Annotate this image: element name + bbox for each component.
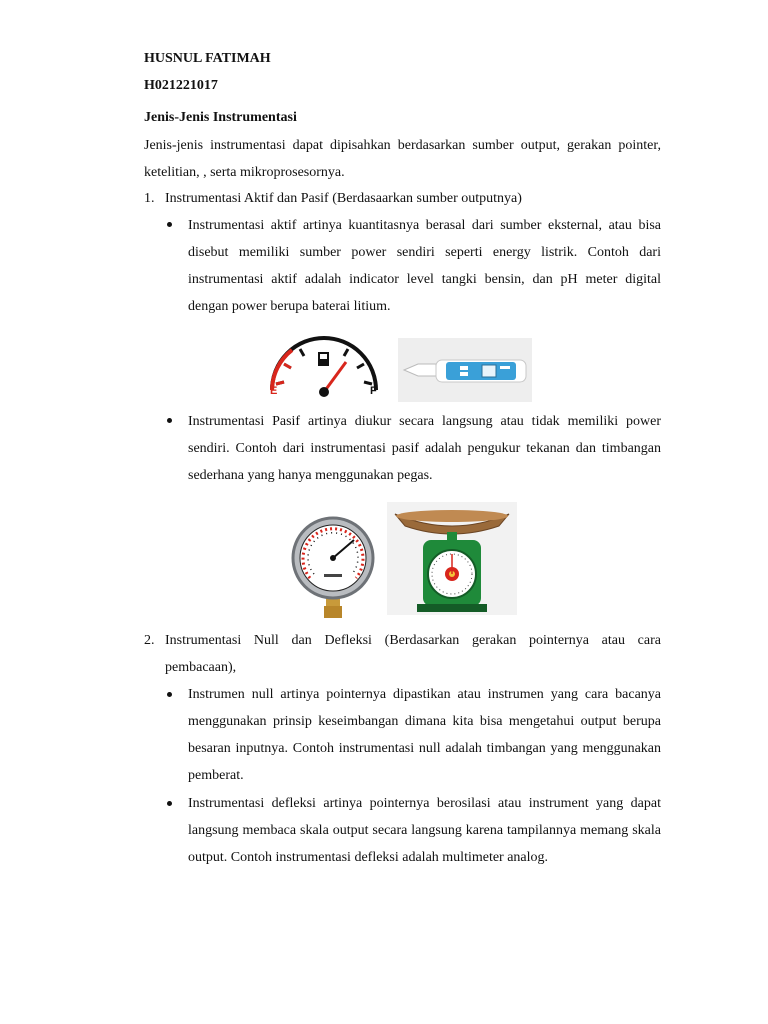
intro-paragraph: Jenis-jenis instrumentasi dapat dipisahkan berdasarkan sumber output, gerakan pointer, ketelitian, , serta mikroprosesornya. xyxy=(144,138,661,180)
item-title: Instrumentasi Aktif dan Pasif (Berdasaarkan sumber outputnya) xyxy=(165,191,522,206)
pressure-gauge-icon xyxy=(290,512,376,620)
student-id: H021221017 xyxy=(144,78,218,93)
item-title: Instrumentasi Null dan Defleksi (Berdasarkan gerakan pointernya atau cara pembacaan), xyxy=(165,633,661,675)
ph-meter-icon xyxy=(398,338,532,402)
fuel-gauge-image xyxy=(262,332,386,404)
spring-scale-image xyxy=(387,502,517,615)
bullet-marker xyxy=(167,801,172,806)
bullet-text: Instrumen null artinya pointernya dipastikan atau instrumen yang cara bacanya menggunakan prinsip keseimbangan dimana kita bisa mengetahui output berupa besaran inputnya. Contoh instrumentasi null adalah timbangan yang menggunakan pemberat. xyxy=(188,687,661,783)
item-number: 1. xyxy=(144,191,155,206)
pressure-gauge-image xyxy=(290,512,376,620)
bullet-text: Instrumentasi defleksi artinya pointernya berosilasi atau instrument yang dapat langsung membaca skala output secara langsung karena tampilannya memang skala output. Contoh instrumentasi defleksi adalah multimeter analog. xyxy=(188,796,661,865)
author-name: HUSNUL FATIMAH xyxy=(144,51,271,66)
bullet-marker xyxy=(167,222,172,227)
bullet-marker xyxy=(167,418,172,423)
spring-scale-icon xyxy=(387,502,517,615)
fuel-gauge-icon xyxy=(262,332,386,404)
bullet-text: Instrumentasi aktif artinya kuantitasnya berasal dari sumber eksternal, atau bisa disebut memiliki sumber power sendiri seperti energy listrik. Contoh dari instrumentasi aktif adalah indicator level tangki bensin, dan pH meter digital dengan power berupa baterai litium. xyxy=(188,218,661,314)
fuel-full-label: F xyxy=(370,385,377,397)
item-number: 2. xyxy=(144,633,155,648)
fuel-empty-label: E xyxy=(270,385,278,397)
bullet-marker xyxy=(167,692,172,697)
section-title: Jenis-Jenis Instrumentasi xyxy=(144,110,297,125)
bullet-text: Instrumentasi Pasif artinya diukur secara langsung atau tidak memiliki power sendiri. Contoh dari instrumentasi pasif adalah pengukur tekanan dan timbangan sederhana yang hanya menggunakan pegas. xyxy=(188,414,661,483)
ph-meter-image xyxy=(398,338,532,402)
